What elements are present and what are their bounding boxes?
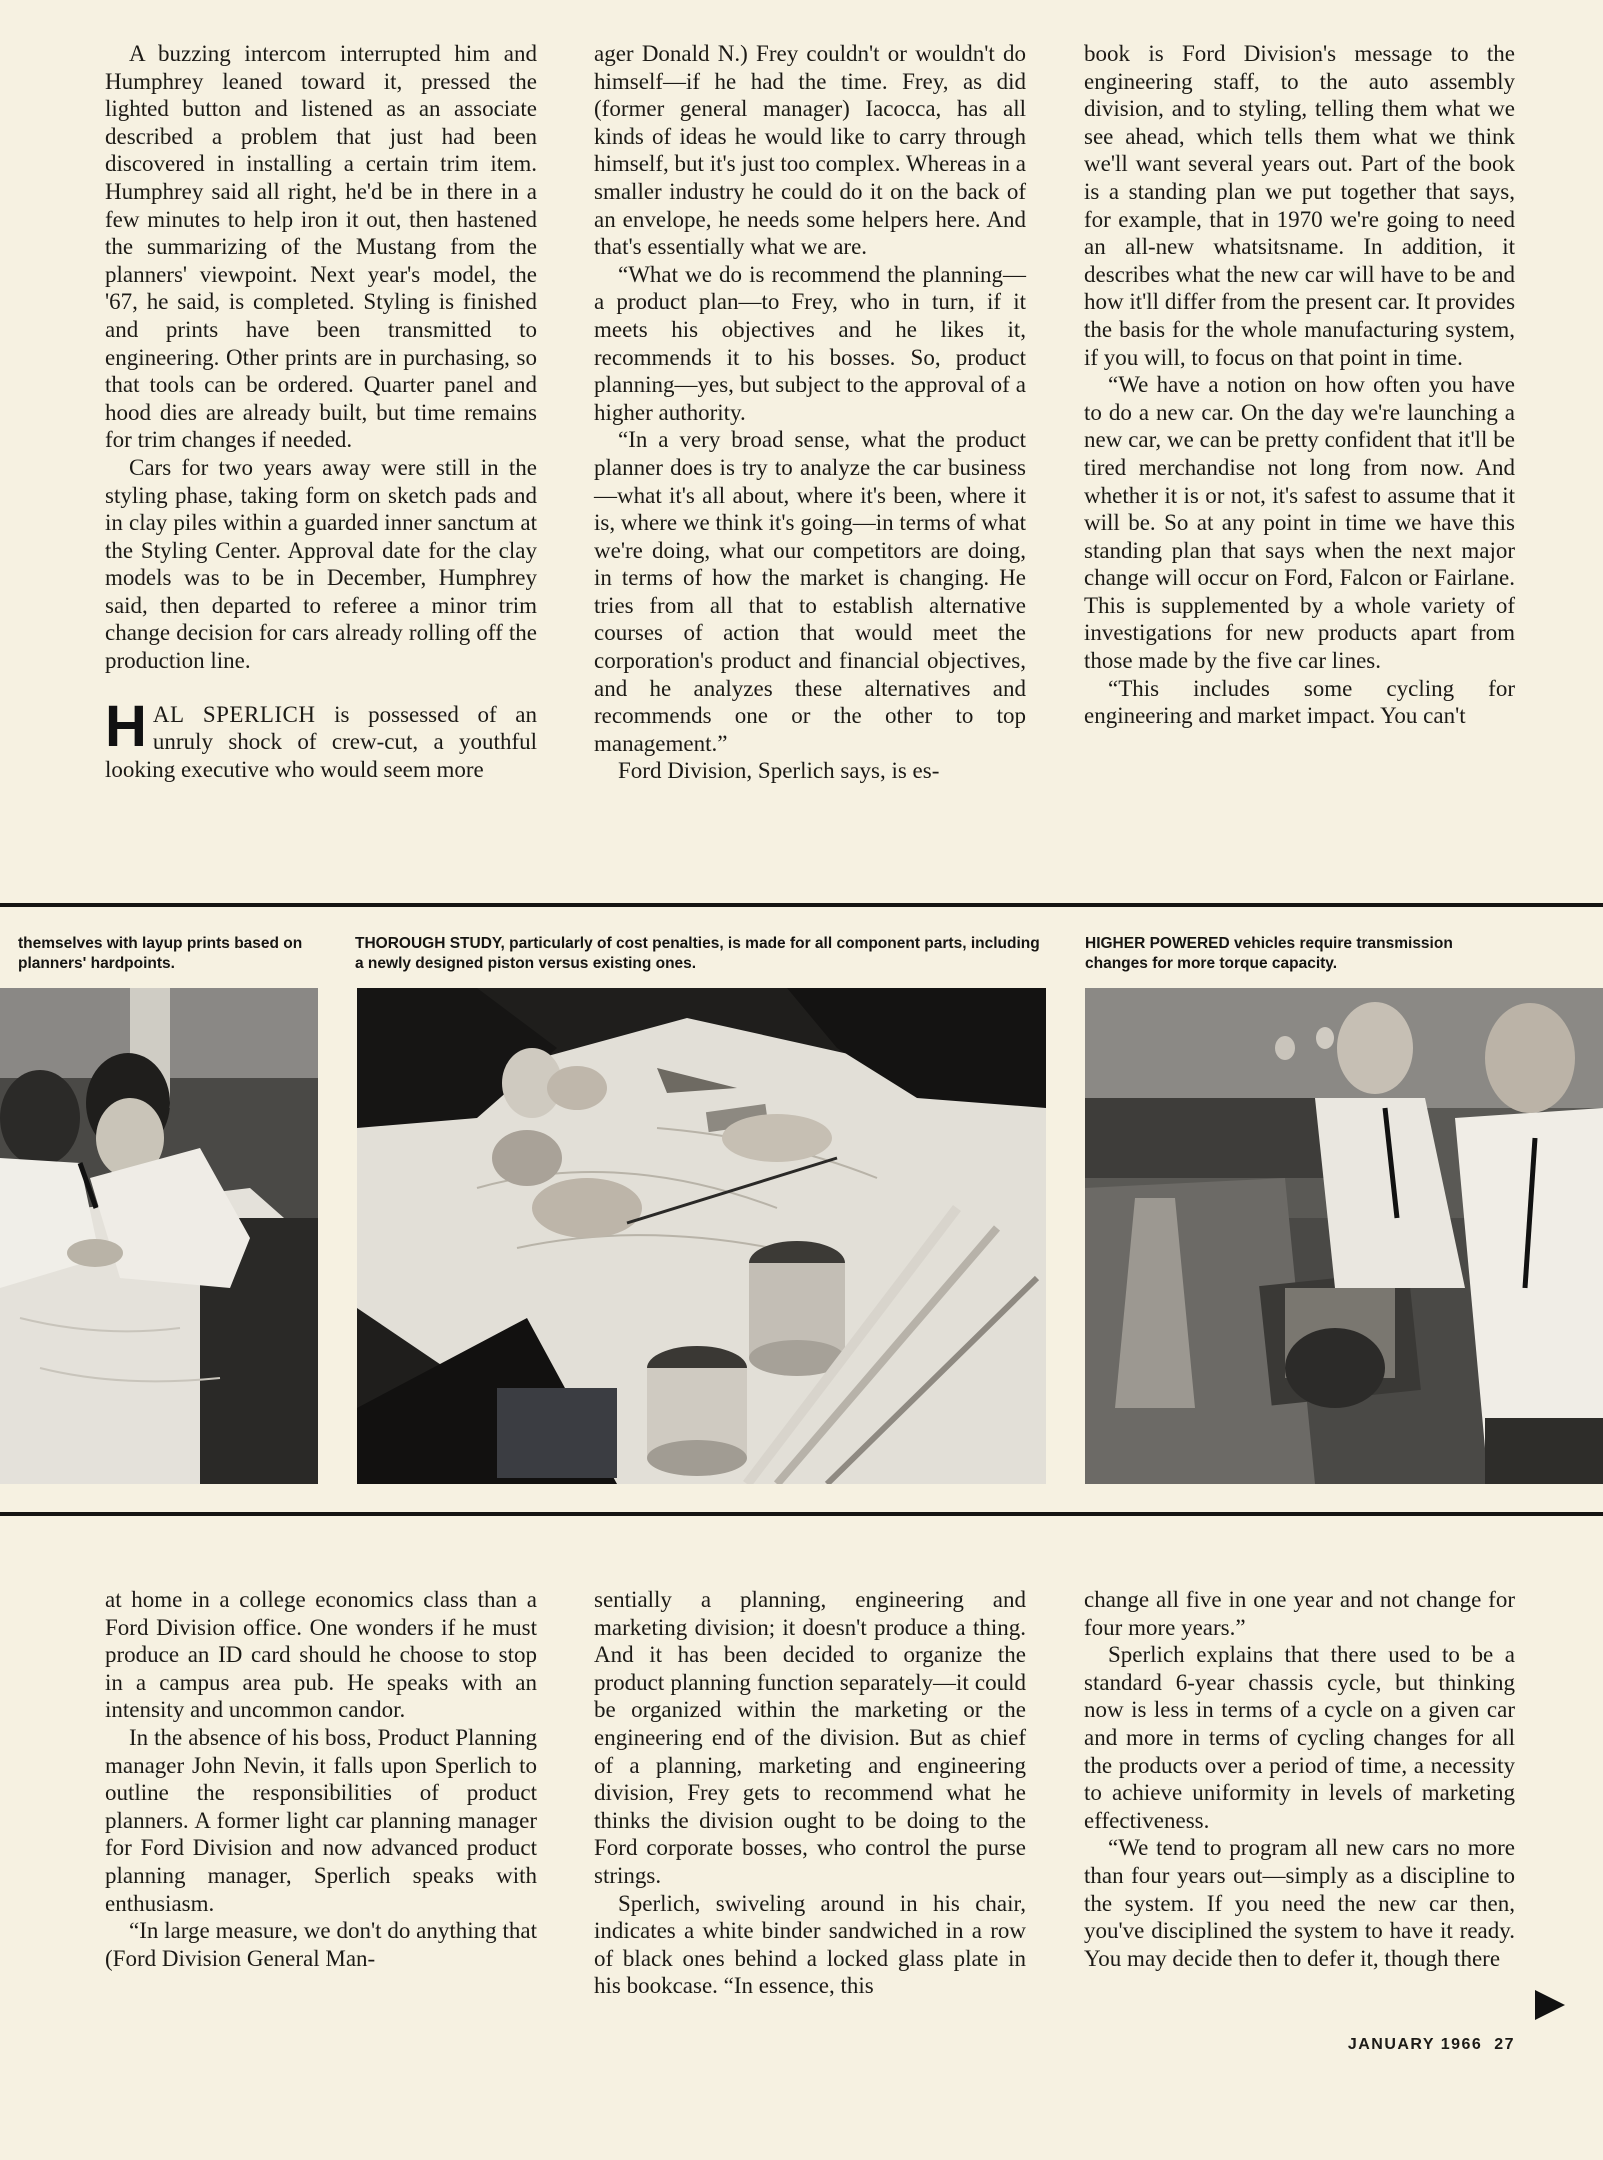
- top-column-2: [594, 40, 1026, 785]
- paragraph: Cars for two years away were still in the styling phase, taking form on sketch pads and in clay piles within a guarded inner sanctum at the Styling Center. Approval date for the clay models was to be in December, Humphrey said, then departed to referee a minor trim change decision for cars already rolling off the production line.: [105, 454, 537, 674]
- page-number: 27: [1494, 2036, 1515, 2053]
- top-rule: [0, 903, 1603, 907]
- photo-left: [0, 988, 318, 1484]
- paragraph: at home in a college economics class than a Ford Division office. One wonders if he must produce an ID card should he choose to stop in a campus area pub. He speaks with an intensity and uncommon candor.: [105, 1587, 537, 1723]
- caption-left: themselves with layup prints based on planners' hardpoints.: [18, 935, 303, 972]
- paragraph: change all five in one year and not change for four more years.”: [1084, 1587, 1515, 1640]
- paragraph: book is Ford Division's message to the engineering staff, to the auto assembly division, and to styling, telling them what we see ahead, which tells them what we think we'll want several years out. Part of the book is a standing plan we put together that says, for example, that in 1970 we're going to need an all-new whatsitsname. In addition, it describes what the new car will have to be and how it'll differ from the present car. It provides the basis for the whole manufacturing system, if you will, to focus on that point in time.: [1084, 41, 1516, 370]
- paragraph: Sperlich, swiveling around in his chair, indicates a white binder sandwiched in a row of black ones behind a locked glass plate in his bookcase. “In essence, this: [594, 1890, 1026, 1999]
- caption-middle: THOROUGH STUDY, particularly of cost penalties, is made for all component parts, including a newly designed piston versus existing ones.: [355, 935, 1040, 972]
- caption-right: HIGHER POWERED vehicles require transmission changes for more torque capacity.: [1085, 935, 1453, 972]
- paragraph-text: is possessed of an unruly shock of crew-cut, a youthful looking executive who would seem more: [105, 701, 537, 782]
- top-column-1: [105, 40, 537, 783]
- paragraph: “What we do is recommend the planning—a product plan—to Frey, who in turn, if it meets his objectives and he likes it, recommends it to his bosses. So, product planning—yes, but subject to the approval of a higher authority.: [594, 261, 1026, 425]
- top-column-3: [1084, 40, 1515, 730]
- issue-date: JANUARY 1966: [1347, 2036, 1483, 2053]
- paragraph: [105, 693, 537, 784]
- paragraph: “In large measure, we don't do anything that (Ford Division General Man-: [105, 1918, 537, 1971]
- page-footer: [1348, 2036, 1515, 2054]
- bottom-column-1: [105, 1586, 537, 1972]
- continue-arrow-icon: [1533, 1988, 1567, 2022]
- photo-right: [1085, 988, 1603, 1484]
- paragraph: “This includes some cycling for engineering and market impact. You can't: [1084, 675, 1515, 729]
- paragraph: In the absence of his boss, Product Planning manager John Nevin, it falls upon Sperlich to outline the responsibilities of product planners. A former light car planning manager for Ford Division and now advanced product planning manager, Sperlich speaks with enthusiasm.: [105, 1724, 537, 1916]
- bottom-column-3: [1084, 1586, 1515, 1972]
- drop-cap: H: [105, 693, 147, 759]
- paragraph: “We tend to program all new cars no more than four years out—simply as a discipline to the system. If you need the new car then, you've disciplined the system to have it ready. You may decide then to defer it, though there: [1084, 1835, 1515, 1971]
- paragraph: A buzzing intercom interrupted him and Humphrey leaned toward it, pressed the lighted button and listened as an associate described a problem that just had been discovered in installing a certain trim item. Humphrey said all right, he'd be in there in a few minutes to help iron it out, then hastened the summarizing of the Mustang from the planners' viewpoint. Next year's model, the '67, he said, is completed. Styling is finished and prints have been transmitted to engineering. Other prints are in purchasing, so that tools can be ordered. Quarter panel and hood dies are already built, but time remains for trim changes if needed.: [105, 41, 537, 453]
- paragraph: “In a very broad sense, what the product planner does is try to analyze the car business—what it's all about, where it's been, where it is, where we think it's going—in terms of what we're doing, what our competitors are doing, in terms of how the market is changing. He tries from all that to establish alternative courses of action that would meet the corporation's product and financial objectives, and he analyzes these alternatives and recommends one or the other to top management.”: [594, 427, 1026, 756]
- paragraph: Sperlich explains that there used to be a standard 6-year chassis cycle, but thinking now is less in terms of a cycle on a given car and more in terms of cycling changes for all the products over a period of time, a necessity to achieve uniformity in levels of marketing effectiveness.: [1084, 1642, 1515, 1833]
- paragraph: Ford Division, Sperlich says, is es-: [618, 758, 940, 784]
- bottom-rule: [0, 1512, 1603, 1516]
- bottom-column-2: [594, 1586, 1026, 2000]
- photo-middle: [357, 988, 1046, 1484]
- paragraph: sentially a planning, engineering and marketing division; it doesn't produce a thing. And it has been decided to organize the product planning function separately—it could be organized within the marketing or the engineering end of the division. But as chief of a planning, marketing and engineering division, Frey gets to recommend what he thinks the division ought to be doing to the Ford corporate bosses, who control the purse strings.: [594, 1587, 1026, 1888]
- paragraph: ager Donald N.) Frey couldn't or wouldn't do himself—if he had the time. Frey, as did (former general manager) Iacocca, has all kinds of ideas he would like to carry through himself, but it's just too complex. Whereas in a smaller industry he could do it on the back of an envelope, he needs some helpers here. And that's essentially what we are.: [594, 41, 1026, 260]
- paragraph: “We have a notion on how often you have to do a new car. On the day we're launching a new car, we can be pretty confident that it'll be tired merchandise not long from now. And whether it is or not, it's safest to assume that it will be. So at any point in time we have this standing plan that says when the next major change will occur on Ford, Falcon or Fairlane. This is supplemented by a whole variety of investigations for new products apart from those made by the five car lines.: [1084, 372, 1515, 674]
- name-lead-in: AL SPERLICH: [152, 701, 316, 727]
